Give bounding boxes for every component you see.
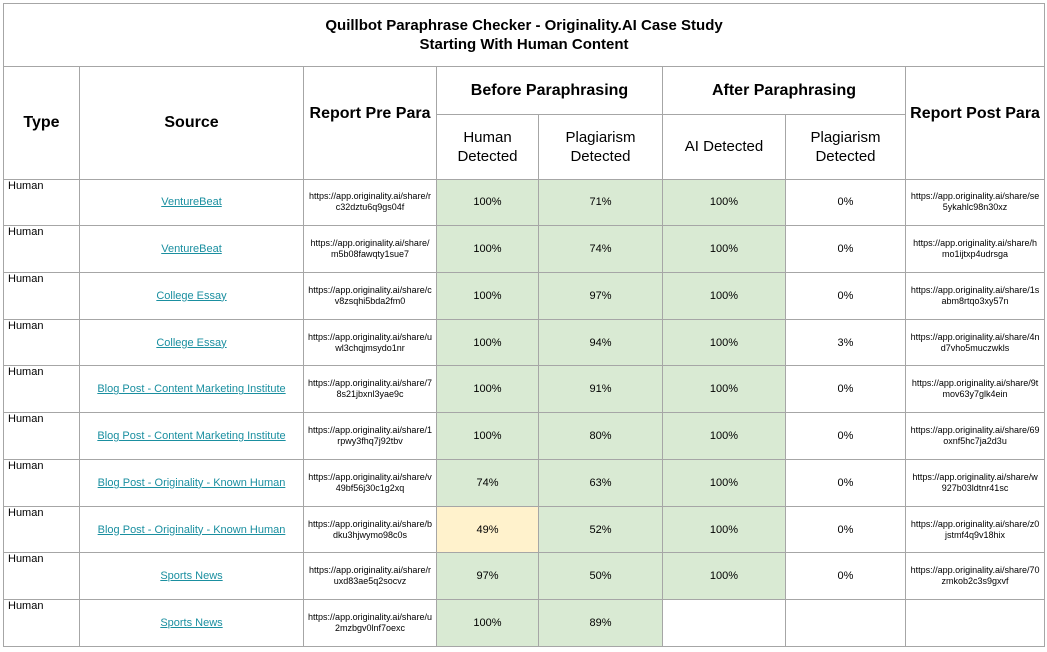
source-link[interactable]: Blog Post - Content Marketing Institute [97,383,286,396]
table-row [4,553,1045,600]
source-link[interactable]: College Essay [156,289,227,302]
header-human-detected: Human Detected [437,115,539,179]
source-cell [80,319,304,366]
plagiarism-before-value: 80% [539,413,663,460]
plagiarism-after-value [786,600,906,647]
report-post-url[interactable]: https://app.originality.ai/share/z0jstmf4q9v18hix [906,506,1045,553]
type-cell: Human [4,319,80,366]
report-post-url[interactable]: https://app.originality.ai/share/w927b03ldtnr41sc [906,459,1045,506]
source-cell [80,459,304,506]
ai-detected-value: 100% [663,459,786,506]
report-post-url[interactable] [906,600,1045,647]
header-plagiarism-after: Plagiarism Detected [786,115,906,179]
header-plagiarism-before: Plagiarism Detected [539,115,663,179]
plagiarism-before-value: 91% [539,366,663,413]
report-post-url[interactable]: https://app.originality.ai/share/70zmkob2c3s9gxvf [906,553,1045,600]
source-cell [80,600,304,647]
header-ai-detected: AI Detected [663,115,786,179]
human-detected-value: 100% [437,273,539,320]
plagiarism-after-value: 3% [786,319,906,366]
plagiarism-before-value: 97% [539,273,663,320]
human-detected-value: 100% [437,600,539,647]
source-cell [80,506,304,553]
report-post-url[interactable]: https://app.originality.ai/share/1sabm8rtqo3xy57n [906,273,1045,320]
source-link[interactable]: Blog Post - Originality - Known Human [97,476,286,489]
table-row [4,366,1045,413]
table-row [4,413,1045,460]
report-post-url[interactable]: https://app.originality.ai/share/se5ykahlc98n30xz [906,179,1045,226]
report-pre-url[interactable]: https://app.originality.ai/share/bdku3hjwymo98c0s [304,506,437,553]
plagiarism-before-value: 50% [539,553,663,600]
plagiarism-after-value: 0% [786,413,906,460]
ai-detected-value: 100% [663,413,786,460]
type-cell: Human [4,459,80,506]
report-post-url[interactable]: https://app.originality.ai/share/4nd7vho5muczwkls [906,319,1045,366]
ai-detected-value: 100% [663,553,786,600]
type-cell: Human [4,506,80,553]
header-report-post: Report Post Para [906,67,1045,179]
report-pre-url[interactable]: https://app.originality.ai/share/ruxd83ae5q2socvz [304,553,437,600]
ai-detected-value: 100% [663,319,786,366]
source-link[interactable]: VentureBeat [161,196,222,209]
table-row [4,179,1045,226]
source-link[interactable]: Sports News [160,570,223,583]
table-row [4,273,1045,320]
report-post-url[interactable]: https://app.originality.ai/share/hmo1ijtxp4udrsga [906,226,1045,273]
title-line-2: Starting With Human Content [419,36,629,54]
ai-detected-value: 100% [663,226,786,273]
human-detected-value: 100% [437,319,539,366]
header-after-paraphrasing: After Paraphrasing [663,67,906,115]
source-cell [80,366,304,413]
human-detected-value: 100% [437,366,539,413]
title-line-1: Quillbot Paraphrase Checker - Originality.AI Case Study [325,17,723,35]
title-row [4,4,1045,67]
header-report-pre: Report Pre Para [304,67,437,179]
plagiarism-after-value: 0% [786,553,906,600]
plagiarism-after-value: 0% [786,273,906,320]
human-detected-value: 100% [437,226,539,273]
plagiarism-before-value: 94% [539,319,663,366]
type-cell: Human [4,366,80,413]
source-link[interactable]: Blog Post - Originality - Known Human [97,523,286,536]
report-pre-url[interactable]: https://app.originality.ai/share/m5b08fawqty1sue7 [304,226,437,273]
report-post-url[interactable]: https://app.originality.ai/share/9tmov63y7glk4ein [906,366,1045,413]
plagiarism-before-value: 63% [539,459,663,506]
report-pre-url[interactable]: https://app.originality.ai/share/78s21jbxnl3yae9c [304,366,437,413]
table-row [4,600,1045,647]
table-row [4,226,1045,273]
ai-detected-value: 100% [663,506,786,553]
header-before-paraphrasing: Before Paraphrasing [437,67,663,115]
plagiarism-before-value: 52% [539,506,663,553]
type-cell: Human [4,553,80,600]
plagiarism-after-value: 0% [786,366,906,413]
plagiarism-before-value: 71% [539,179,663,226]
source-cell [80,413,304,460]
plagiarism-after-value: 0% [786,179,906,226]
plagiarism-before-value: 74% [539,226,663,273]
source-cell [80,226,304,273]
report-pre-url[interactable]: https://app.originality.ai/share/rc32dztu6q9gs04f [304,179,437,226]
source-link[interactable]: Sports News [160,617,223,630]
type-cell: Human [4,179,80,226]
report-pre-url[interactable]: https://app.originality.ai/share/uwl3chqjmsydo1nr [304,319,437,366]
ai-detected-value [663,600,786,647]
report-pre-url[interactable]: https://app.originality.ai/share/1rpwy3fhq7j92tbv [304,413,437,460]
source-cell [80,179,304,226]
source-cell [80,273,304,320]
ai-detected-value: 100% [663,366,786,413]
header-source: Source [80,67,304,179]
table-title [4,4,1045,67]
header-type: Type [4,67,80,179]
header-row-1 [4,67,1045,115]
case-study-table [3,3,1045,647]
human-detected-value: 100% [437,179,539,226]
plagiarism-after-value: 0% [786,226,906,273]
report-pre-url[interactable]: https://app.originality.ai/share/cv8zsqhi5bda2fm0 [304,273,437,320]
type-cell: Human [4,413,80,460]
source-link[interactable]: College Essay [156,336,227,349]
type-cell: Human [4,226,80,273]
human-detected-value: 100% [437,413,539,460]
human-detected-value: 74% [437,459,539,506]
ai-detected-value: 100% [663,179,786,226]
report-pre-url[interactable]: https://app.originality.ai/share/u2mzbgv0lnf7oexc [304,600,437,647]
plagiarism-after-value: 0% [786,459,906,506]
source-cell [80,553,304,600]
human-detected-value: 49% [437,506,539,553]
ai-detected-value: 100% [663,273,786,320]
plagiarism-before-value: 89% [539,600,663,647]
report-pre-url[interactable]: https://app.originality.ai/share/v49bf56j30c1g2xq [304,459,437,506]
source-link[interactable]: VentureBeat [161,243,222,256]
table-row [4,506,1045,553]
plagiarism-after-value: 0% [786,506,906,553]
report-post-url[interactable]: https://app.originality.ai/share/69oxnf5hc7ja2d3u [906,413,1045,460]
table-row [4,459,1045,506]
human-detected-value: 97% [437,553,539,600]
table-row [4,319,1045,366]
source-link[interactable]: Blog Post - Content Marketing Institute [97,430,286,443]
type-cell: Human [4,273,80,320]
type-cell: Human [4,600,80,647]
